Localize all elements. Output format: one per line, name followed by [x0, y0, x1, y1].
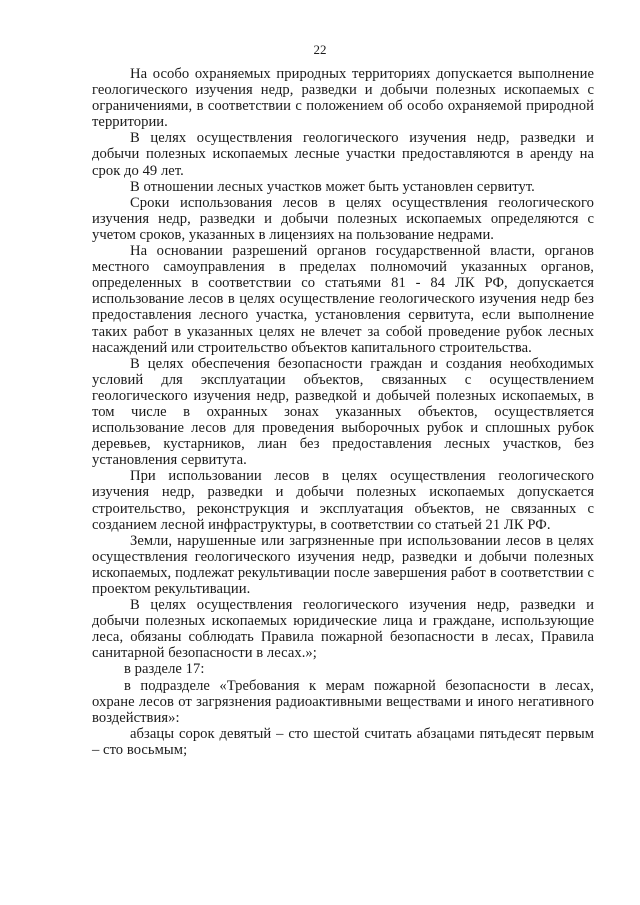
- paragraph-subsection: в подразделе «Требования к мерам пожарной безопасности в лесах, охране лесов от загрязнения радиоактивными веществами и иного негативного воздействия»:: [92, 677, 594, 726]
- paragraph-usage-terms: Сроки использования лесов в целях осуществления геологического изучения недр, разведки и добычи полезных ископаемых определяются с учетом сроков, указанных в лицензиях на пользование недрами.: [92, 194, 594, 243]
- paragraph-permissions: На основании разрешений органов государственной власти, органов местного самоуправления в пределах полномочий указанных органов, определенных в соответствии со статьями 81 - 84 ЛК РФ, допускается использование лесов в целях осуществление геологического изучения недр без предоставления лесного участка, установления сервитута, если выполнение таких работ в указанных целях не влечет за собой проведение рубок лесных насаждений или строительство объектов капитального строительства.: [92, 243, 594, 356]
- paragraph-safety: В целях обеспечения безопасности граждан и создания необходимых условий для эксплуатации объектов, связанных с осуществлением геологического изучения недр, разведкой и добычей полезных ископаемых, в том числе в охранных зонах указанных объектов, осуществляется использование лесов для проведения выборочных рубок и сплошных рубок деревьев, кустарников, лиан без предоставления лесных участков, без установления сервитута.: [92, 355, 594, 469]
- document-body: [92, 66, 594, 758]
- paragraph-protected-territories: На особо охраняемых природных территориях допускается выполнение геологического изучения недр, разведки и добычи полезных ископаемых с ограничениями, в соответствии с положением об особо охраняемой природной территории.: [92, 66, 594, 131]
- paragraph-renumbering: абзацы сорок девятый – сто шестой считать абзацами пятьдесят первым – сто восьмым;: [92, 725, 594, 758]
- paragraph-lease-term: В целях осуществления геологического изучения недр, разведки и добычи полезных ископаемых лесные участки предоставляются в аренду на срок до 49 лет.: [92, 130, 594, 179]
- paragraph-construction: При использовании лесов в целях осуществления геологического изучения недр, разведки и добычи полезных ископаемых допускается строительство, реконструкция и эксплуатация объектов, не связанных с созданием лесной инфраструктуры, в соответствии со статьей 21 ЛК РФ.: [92, 468, 594, 533]
- page-number: 22: [313, 42, 327, 57]
- paragraph-fire-rules: В целях осуществления геологического изучения недр, разведки и добычи полезных ископаемых юридические лица и граждане, использующие леса, обязаны соблюдать Правила пожарной безопасности в лесах, Правила санитарной безопасности в лесах.»;: [92, 597, 594, 662]
- paragraph-servitude: В отношении лесных участков может быть установлен сервитут.: [130, 178, 535, 195]
- paragraph-section-17: в разделе 17:: [124, 661, 205, 678]
- paragraph-recultivation: Земли, нарушенные или загрязненные при использовании лесов в целях осуществления геологического изучения недр, разведки и добычи полезных ископаемых, подлежат рекультивации после завершения работ в соответствии с проектом рекультивации.: [92, 532, 594, 597]
